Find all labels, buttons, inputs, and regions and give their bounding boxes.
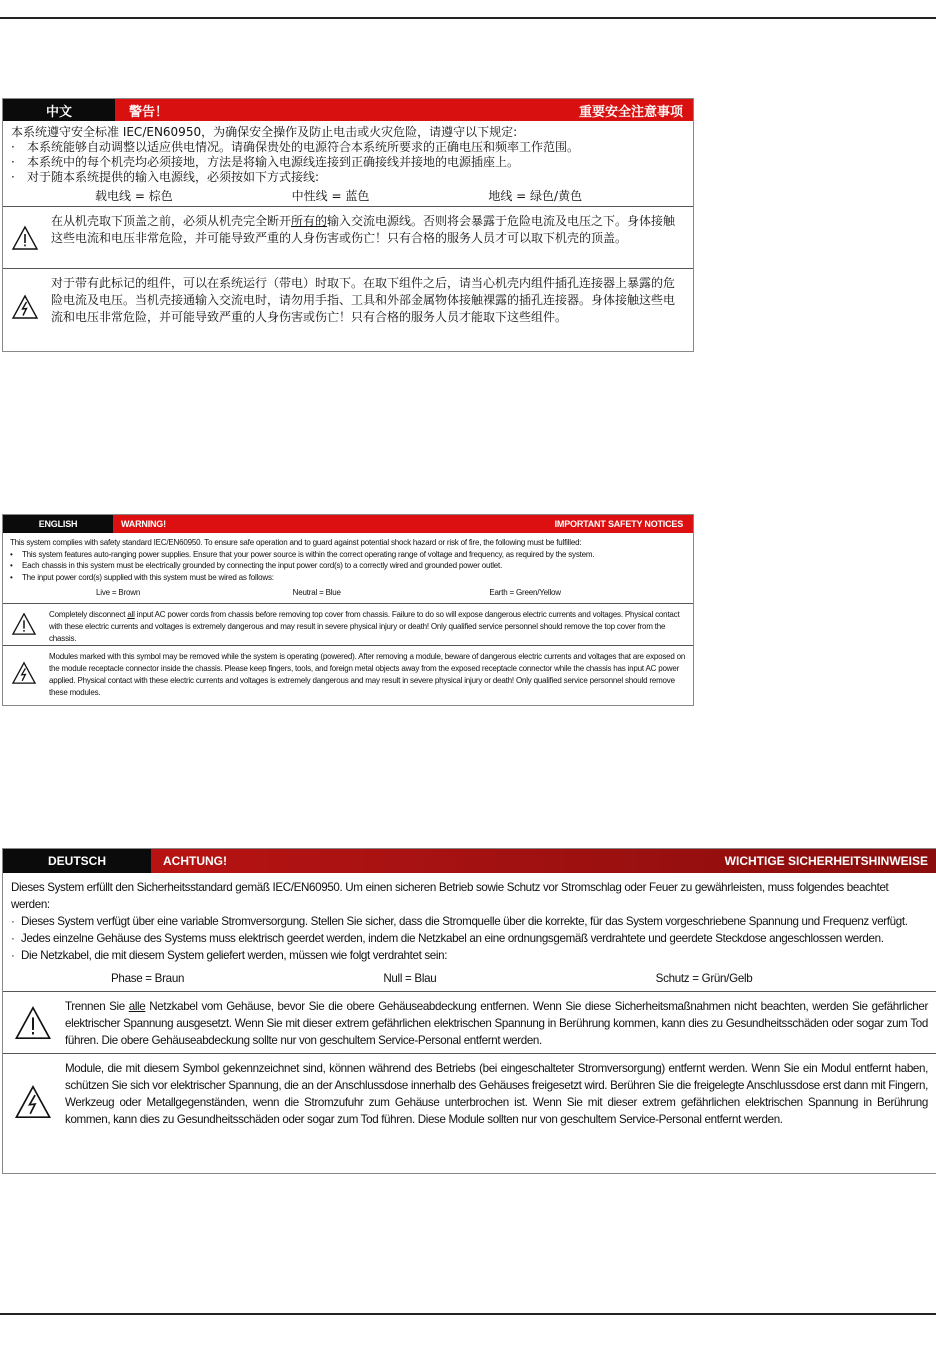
wire-colors — [10, 583, 686, 603]
warning-bar — [115, 99, 693, 121]
wire-colors — [11, 185, 685, 206]
notice-title: 重要安全注意事项 — [578, 103, 683, 119]
warning-row-modules: Module, die mit diesem Symbol gekennzeichnet sind, können während des Betriebs (bei eingeschalteter Stromversorgung) entfernt werden. Wenn Sie ein Modul entfernt haben, schützen Sie sich vor elektrischer Spannung, die an der Anschlussdose innerhalb des Gehäuses freigesetzt wird. Berühren Sie die freigelegte Anschlussdose erst dann mit Fingern, Werkzeug oder Metallgegenständen, wenn die Stromzufuhr zum Gehäuse unterbrochen ist. Wenn Sie mit dieser extrem gefährlichen elektrischen Spannung in Berührung kommen, kann dies zu Gesundheitsschäden oder sogar zum Tod führen. Diese Module sollten nur von geschultem Service-Personal entfernt werden. — [3, 1053, 936, 1149]
warning-triangle-icon — [3, 604, 45, 645]
list-item: · 本系统能够自动调整以适应供电情况。请确保贵处的电源符合本系统所要求的正确电压和频率工作范围。 — [11, 140, 580, 154]
warning-triangle-icon — [3, 207, 47, 268]
wire-earth: 地线 = 绿色/黄色 — [488, 189, 583, 203]
intro-text: Dieses System erfüllt den Sicherheitsstandard gemäß IEC/EN60950. Um einen sicheren Betrieb sowie Schutz vor Stromschlag oder Feuer zu gewährleisten, muss folgendes beachtet werden: — [11, 881, 889, 911]
wire-neutral: Neutral = Blue — [292, 588, 341, 597]
list-item: · Dieses System verfügt über eine variable Stromversorgung. Stellen Sie sicher, dass die Stromquelle über die korrekte, für das System vorgeschriebene Spannung und Frequenz verfügt. — [11, 915, 908, 928]
intro-section — [3, 873, 936, 991]
wire-neutral: Null = Blau — [383, 972, 437, 985]
high-voltage-icon — [3, 646, 45, 701]
intro-section — [3, 121, 693, 206]
list-item: · 对于随本系统提供的输入电源线，必须按如下方式接线: — [11, 170, 320, 184]
list-item: · 本系统中的每个机壳均必须接地，方法是将输入电源线连接到正确接线并接地的电源插座上。 — [11, 155, 520, 169]
warning-title: ACHTUNG! — [163, 854, 227, 868]
warning-row-modules: Modules marked with this symbol may be removed while the system is operating (powered). After removing a module, beware of dangerous electric currents and voltages that are exposed on the module receptacle connector inside the chassis. Please keep fingers, tools, and foreign metal objects away from the exposed receptacle connector while the chassis has input AC power applied. Physical contact with these electric currents and voltages is extremely dangerous and may result in severe physical injury or death! Only qualified service personnel should remove these modules. — [3, 645, 693, 701]
wire-colors — [11, 964, 928, 991]
list-item: · Jedes einzelne Gehäuse des Systems muss elektrisch geerdet werden, indem die Netzkabel an eine ordnungsgemäß verdrahtete und geerdete Steckdose angeschlossen werden. — [11, 932, 884, 945]
bottom-rule — [0, 1313, 936, 1315]
intro-text: This system complies with safety standard IEC/EN60950. To ensure safe operation and to guard against potential shock hazard or risk of fire, the following must be fulfilled: — [10, 538, 582, 547]
german-safety-notice — [2, 848, 936, 1174]
chinese-safety-notice — [2, 98, 694, 352]
warning-row-cover: Completely disconnect all input AC power cords from chassis before removing top cover from chassis. Failure to do so will expose dangerous electric currents and voltages. Physical contact with these electric currents and voltages is extremely dangerous and may result in severe physical injury or death! Only qualified service personnel should remove the top cover from the chassis. — [3, 603, 693, 645]
notice-title: IMPORTANT SAFETY NOTICES — [554, 519, 683, 529]
warning-triangle-icon — [3, 992, 63, 1053]
wire-live: 载电线 = 棕色 — [95, 189, 173, 203]
warning-row-cover: Trennen Sie alle Netzkabel vom Gehäuse, bevor Sie die obere Gehäuseabdeckung entfernen. Wenn Sie diese Sicherheitsmaßnahmen nicht beachten, werden Sie gefährlicher elektrischer Spannung ausgesetzt. Wenn Sie mit dieser extrem gefährlichen elektrischen Spannung in Berührung kommen, kann dies zu Gesundheitsschäden oder sogar zum Tod führen. Die obere Gehäuseabdeckung sollte nur von geschultem Service-Personal entfernt werden. — [3, 991, 936, 1053]
warning-bar — [151, 849, 936, 873]
notice-header — [3, 849, 936, 873]
language-label: DEUTSCH — [3, 849, 151, 873]
wire-earth: Schutz = Grün/Gelb — [655, 972, 753, 985]
wire-neutral: 中性线 = 蓝色 — [291, 189, 370, 203]
notice-header — [3, 515, 693, 533]
notice-title: WICHTIGE SICHERHEITSHINWEISE — [724, 854, 928, 868]
english-safety-notice — [2, 514, 694, 706]
list-item: • This system features auto-ranging power supplies. Ensure that your power source is within the correct operating range of voltage and frequency, as required by the system. — [10, 549, 595, 559]
wire-live: Live = Brown — [96, 588, 141, 597]
warning-title: 警告！ — [129, 103, 169, 119]
list-item: • The input power cord(s) supplied with this system must be wired as follows: — [10, 572, 274, 582]
language-label: ENGLISH — [3, 515, 113, 533]
warning-bar — [113, 515, 693, 533]
wire-earth: Earth = Green/Yellow — [489, 588, 561, 597]
warning-title: WARNING! — [121, 519, 166, 529]
warning-row-modules: 对于带有此标记的组件，可以在系统运行（带电）时取下。在取下组件之后，请当心机壳内组件插孔连接器上暴露的危险电流及电压。当机壳接通输入交流电时，请勿用手指、工具和外部金属物体接触裸露的插孔连接器。身体接触这些电流和电压非常危险，并可能导致严重的人身伤害或伤亡！只有合格的服务人员才能取下这些组件。 — [3, 268, 693, 344]
intro-text: 本系统遵守安全标准 IEC/EN60950，为确保安全操作及防止电击或火灾危险，请遵守以下规定: — [11, 125, 518, 139]
intro-section — [3, 533, 693, 603]
list-item: · Die Netzkabel, die mit diesem System geliefert werden, müssen wie folgt verdrahtet sein: — [11, 949, 448, 962]
warning-row-cover: 在从机壳取下顶盖之前，必须从机壳完全断开所有的输入交流电源线。否则将会暴露于危险电流及电压之下。身体接触这些电流和电压非常危险，并可能导致严重的人身伤害或伤亡！只有合格的服务人员才可以取下机壳的顶盖。 — [3, 206, 693, 268]
notice-header — [3, 99, 693, 121]
wire-live: Phase = Braun — [111, 972, 185, 985]
list-item: • Each chassis in this system must be electrically grounded by connecting the input power cord(s) to a correctly wired and grounded power outlet. — [10, 561, 503, 570]
top-rule — [0, 17, 936, 19]
high-voltage-icon — [3, 269, 47, 344]
high-voltage-icon — [3, 1054, 63, 1149]
language-label: 中文 — [3, 99, 115, 121]
